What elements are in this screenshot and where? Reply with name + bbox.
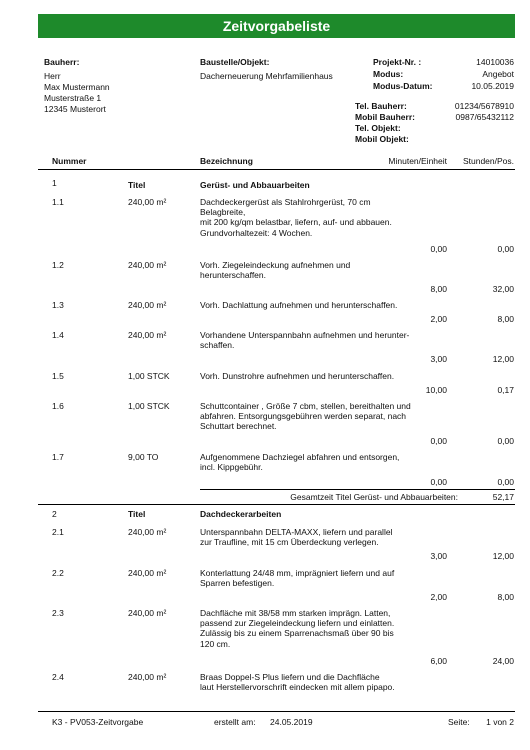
position-hours: 0,00 xyxy=(497,477,514,487)
position-minutes: 0,00 xyxy=(430,244,447,254)
position-hours: 8,00 xyxy=(497,592,514,602)
title-name: Gerüst- und Abbauarbeiten xyxy=(200,180,310,190)
position-description: Braas Doppel-S Plus liefern und die Dachfläche laut Herstellervorschrift eindecken mit allem pipapo. xyxy=(200,672,395,693)
position-minutes: 3,00 xyxy=(430,354,447,364)
footer-created-label: erstellt am: xyxy=(214,717,256,727)
position-description: Vorh. Dachlattung aufnehmen und herunterschaffen. xyxy=(200,300,398,310)
title-number: 1 xyxy=(52,178,57,188)
section-divider xyxy=(38,504,515,505)
bauherr-line: Musterstraße 1 xyxy=(44,93,102,103)
position-hours: 12,00 xyxy=(492,354,514,364)
position-number: 1.3 xyxy=(52,300,64,310)
position-quantity: 240,00 m² xyxy=(128,672,167,682)
projekt-nr-value: 14010036 xyxy=(476,57,514,67)
position-minutes: 0,00 xyxy=(430,477,447,487)
tel-objekt-label: Tel. Objekt: xyxy=(355,123,401,133)
column-header-bezeichnung: Bezeichnung xyxy=(200,156,253,166)
position-quantity: 240,00 m² xyxy=(128,260,167,270)
subtotal-divider xyxy=(200,489,515,490)
position-number: 1.2 xyxy=(52,260,64,270)
tel-bauherr-label: Tel. Bauherr: xyxy=(355,101,407,111)
position-number: 1.5 xyxy=(52,371,64,381)
baustelle-value: Dacherneuerung Mehrfamilienhaus xyxy=(200,71,333,81)
position-quantity: 1,00 STCK xyxy=(128,401,170,411)
position-minutes: 6,00 xyxy=(430,656,447,666)
bauherr-line: 12345 Musterort xyxy=(44,104,106,114)
position-description: Unterspannbahn DELTA-MAXX, liefern und parallel zur Traufline, mit 15 cm Überdeckung verlegen. xyxy=(200,527,393,548)
position-description: Dachfläche mit 38/58 mm starken imprägn. Latten, passend zur Ziegeleindeckung liefern und einlatten. Zulässig bis zu einem Sparrenachsmaß über 90 bis 120 cm. xyxy=(200,608,395,649)
position-hours: 32,00 xyxy=(492,284,514,294)
column-header-minuten: Minuten/Einheit xyxy=(388,156,447,166)
position-description: Vorh. Dunstrohre aufnehmen und herunterschaffen. xyxy=(200,371,395,381)
column-header-stunden: Stunden/Pos. xyxy=(462,156,514,166)
subtotal-value: 52,17 xyxy=(492,492,514,502)
position-hours: 0,00 xyxy=(497,244,514,254)
title-label: Titel xyxy=(128,180,146,190)
modus-value: Angebot xyxy=(482,69,514,79)
title-label: Titel xyxy=(128,509,146,519)
position-description: Vorh. Ziegeleindeckung aufnehmen und herunterschaffen. xyxy=(200,260,351,281)
page-title: Zeitvorgabeliste xyxy=(38,14,515,38)
position-minutes: 10,00 xyxy=(425,385,447,395)
position-number: 1.6 xyxy=(52,401,64,411)
position-quantity: 240,00 m² xyxy=(128,197,167,207)
position-quantity: 1,00 STCK xyxy=(128,371,170,381)
modus-label: Modus: xyxy=(373,69,404,79)
position-number: 1.4 xyxy=(52,330,64,340)
position-quantity: 240,00 m² xyxy=(128,330,167,340)
position-number: 2.3 xyxy=(52,608,64,618)
mobil-objekt-label: Mobil Objekt: xyxy=(355,134,409,144)
position-hours: 8,00 xyxy=(497,314,514,324)
position-minutes: 2,00 xyxy=(430,592,447,602)
bauherr-line: Herr xyxy=(44,71,61,81)
projekt-nr-label: Projekt-Nr. : xyxy=(373,57,422,67)
title-name: Dachdeckerarbeiten xyxy=(200,509,282,519)
position-hours: 24,00 xyxy=(492,656,514,666)
position-description: Dachdeckergerüst als Stahlrohrgerüst, 70 cm Belagbreite, mit 200 kg/qm belastbar, liefern, auf- und abbauen. Grundvorhaltezeit: 4 Wochen. xyxy=(200,197,392,238)
position-number: 1.7 xyxy=(52,452,64,462)
subtotal-label: Gesamtzeit Titel Gerüst- und Abbauarbeiten: xyxy=(290,492,458,502)
modus-datum-label: Modus-Datum: xyxy=(373,81,433,91)
position-number: 2.1 xyxy=(52,527,64,537)
position-minutes: 3,00 xyxy=(430,551,447,561)
position-description: Aufgenommene Dachziegel abfahren und entsorgen, incl. Kippgebühr. xyxy=(200,452,400,473)
position-minutes: 2,00 xyxy=(430,314,447,324)
position-description: Vorhandene Unterspannbahn aufnehmen und herunter- schaffen. xyxy=(200,330,410,351)
baustelle-label: Baustelle/Objekt: xyxy=(200,57,270,67)
title-number: 2 xyxy=(52,509,57,519)
footer-divider xyxy=(38,711,515,712)
footer-document-id: K3 - PV053-Zeitvorgabe xyxy=(52,717,144,727)
mobil-bauherr-value: 0987/65432112 xyxy=(455,112,514,122)
footer-created-date: 24.05.2019 xyxy=(270,717,313,727)
position-hours: 0,17 xyxy=(497,385,514,395)
position-quantity: 240,00 m² xyxy=(128,527,167,537)
position-quantity: 9,00 TO xyxy=(128,452,159,462)
header-divider xyxy=(38,169,515,170)
tel-bauherr-value: 01234/5678910 xyxy=(454,101,514,111)
position-number: 2.4 xyxy=(52,672,64,682)
position-description: Konterlattung 24/48 mm, imprägniert liefern und auf Sparren befestigen. xyxy=(200,568,395,589)
footer-page-label: Seite: xyxy=(448,717,470,727)
position-number: 1.1 xyxy=(52,197,64,207)
position-minutes: 0,00 xyxy=(430,436,447,446)
position-hours: 0,00 xyxy=(497,436,514,446)
footer-page-number: 1 von 2 xyxy=(486,717,514,727)
column-header-nummer: Nummer xyxy=(52,156,87,166)
position-hours: 12,00 xyxy=(492,551,514,561)
position-quantity: 240,00 m² xyxy=(128,568,167,578)
position-number: 2.2 xyxy=(52,568,64,578)
position-minutes: 8,00 xyxy=(430,284,447,294)
bauherr-label: Bauherr: xyxy=(44,57,80,67)
mobil-bauherr-label: Mobil Bauherr: xyxy=(355,112,415,122)
bauherr-line: Max Mustermann xyxy=(44,82,110,92)
position-description: Schuttcontainer , Größe 7 cbm, stellen, bereithalten und abfahren. Entsorgungsgebühren werden separat, nach Schuttart berechnet. xyxy=(200,401,411,432)
position-quantity: 240,00 m² xyxy=(128,608,167,618)
position-quantity: 240,00 m² xyxy=(128,300,167,310)
modus-datum-value: 10.05.2019 xyxy=(471,81,514,91)
